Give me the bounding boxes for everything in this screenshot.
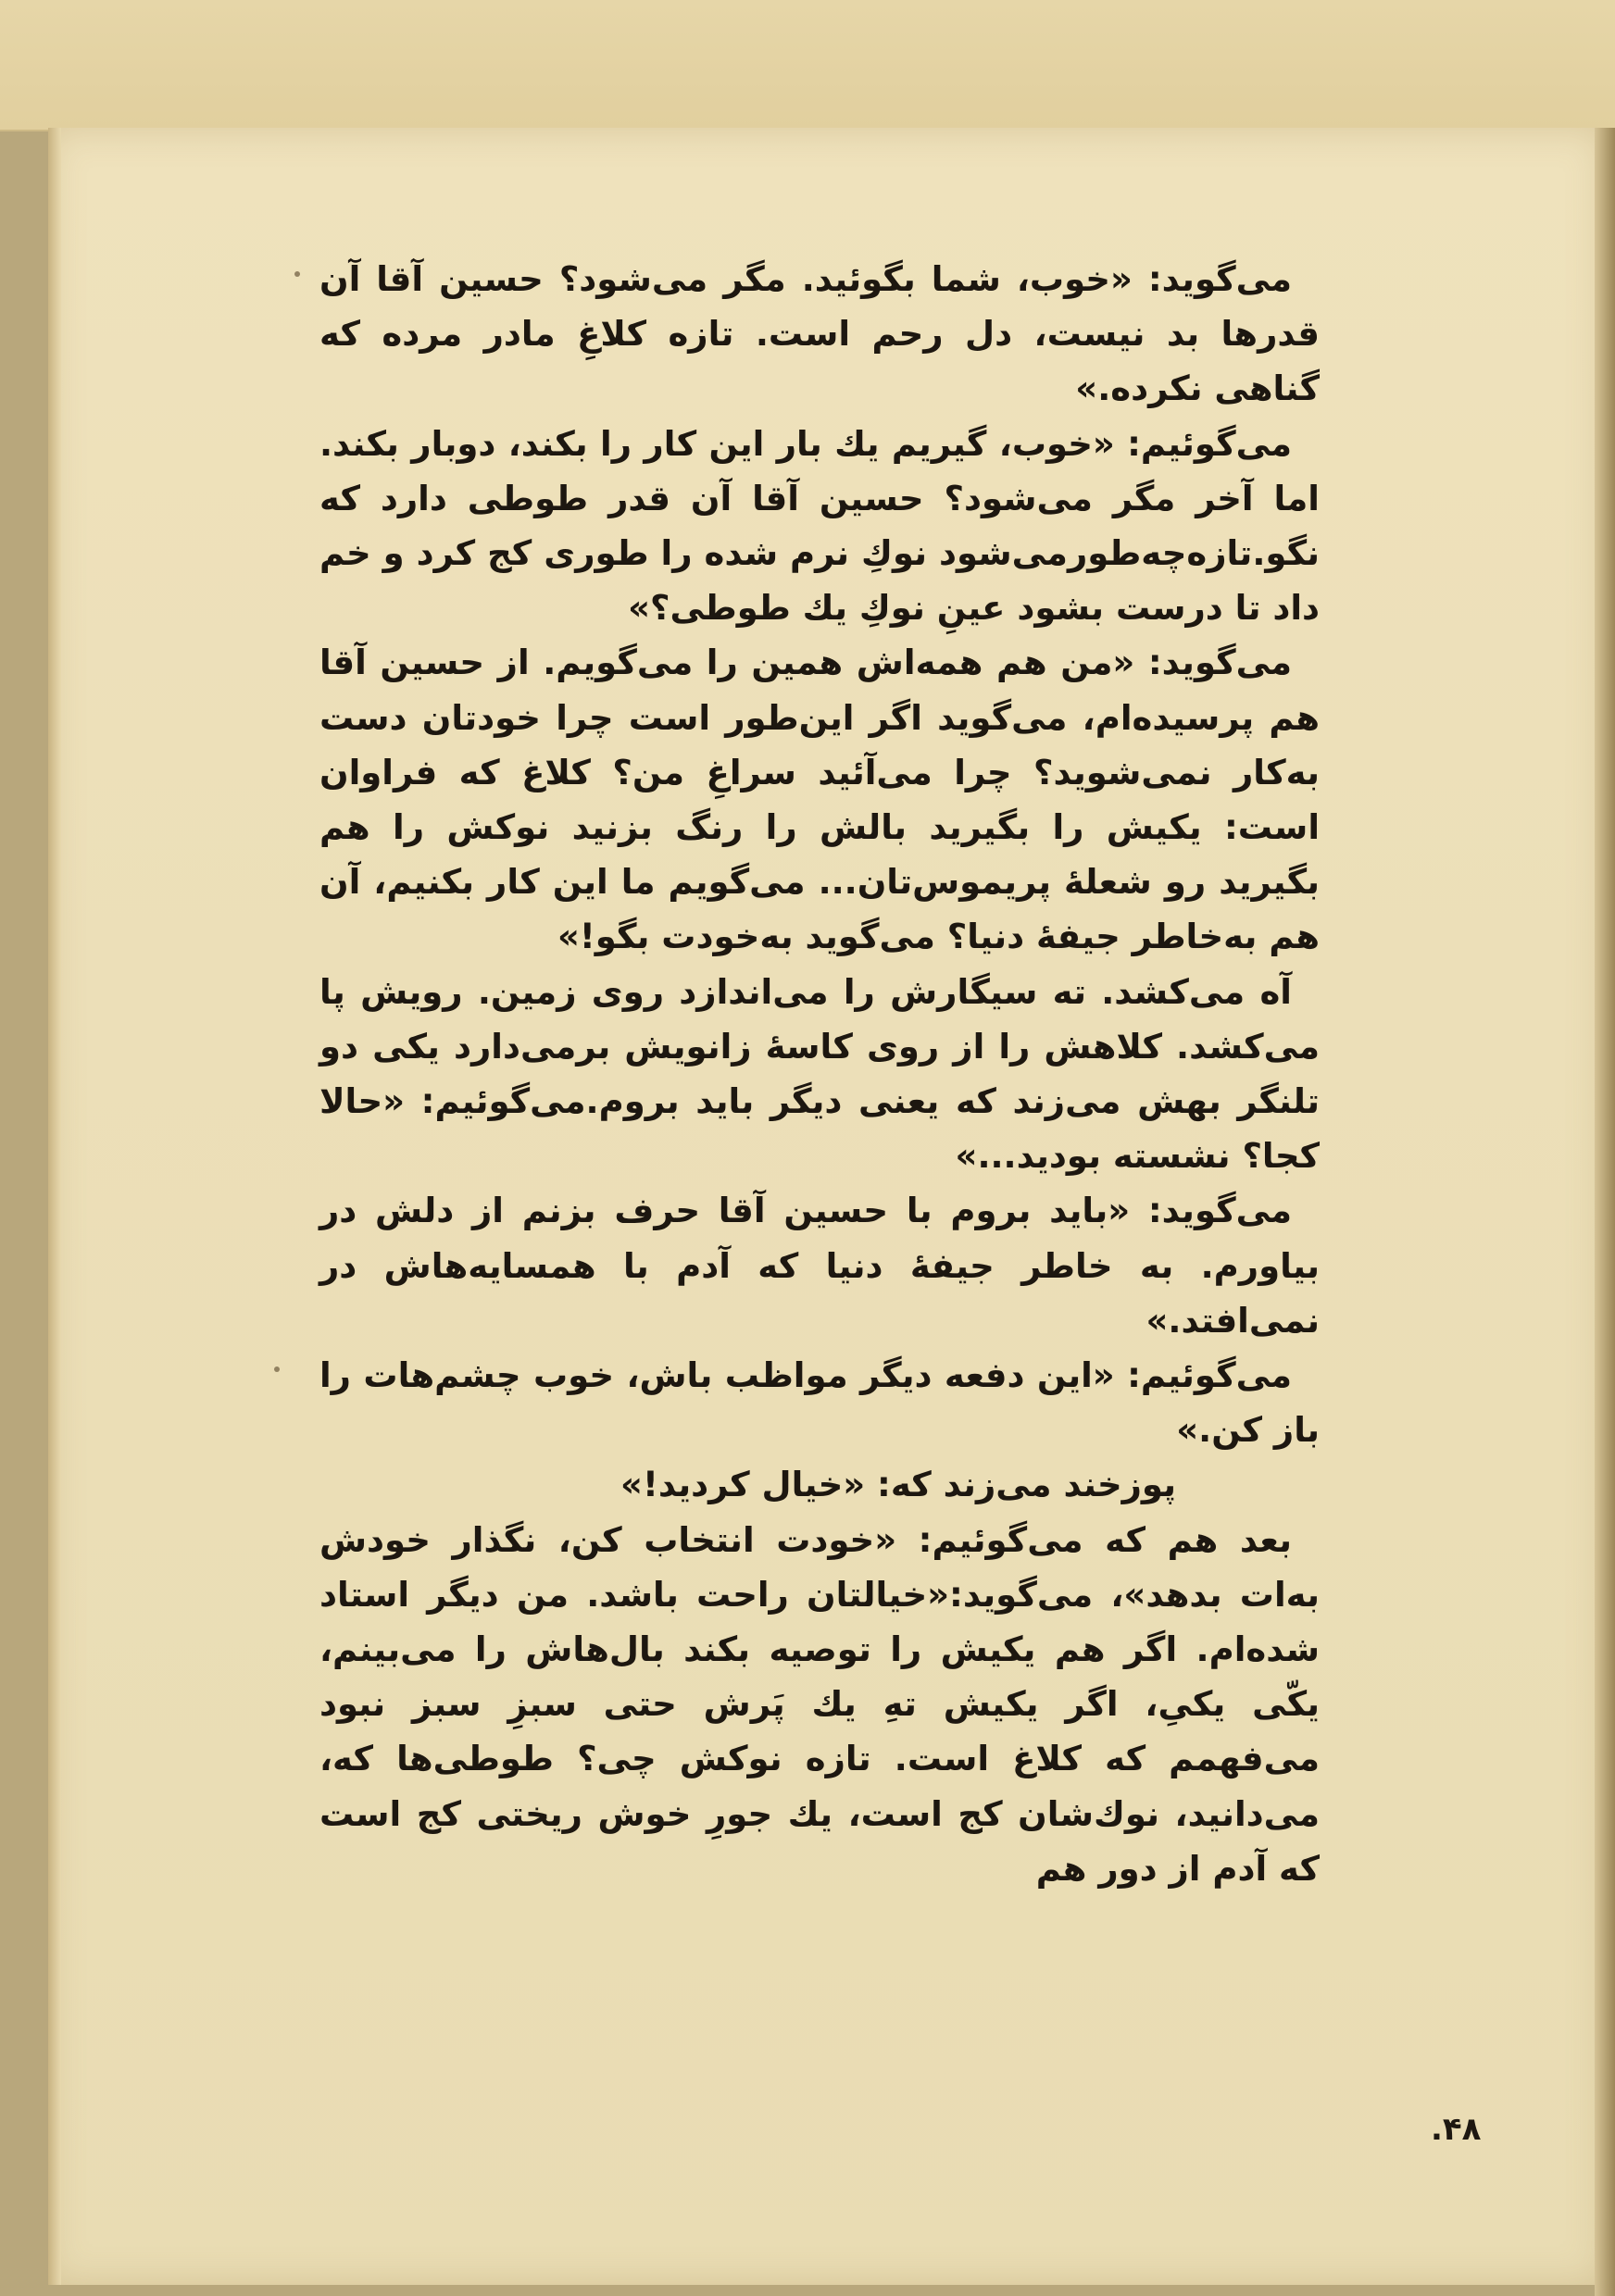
paper-speck	[274, 1366, 280, 1372]
paragraph: می‌گوید: «خوب، شما بگوئید. مگر می‌شود؟ حسین آقا آن قدرها بد نیست، دل رحم است. تازه کلاغِ مادر مرده که گناهی نکرده.»	[319, 259, 1320, 409]
paragraph: می‌گوید: «باید بروم با حسین آقا حرف بزنم از دلش در بیاورم. به خاطر جیفهٔ دنیا که آدم با همسایه‌هاش در نمی‌افتد.»	[319, 1191, 1320, 1341]
paragraph: آه می‌کشد. ته سیگارش را می‌اندازد روی زمین. رویش پا می‌کشد. کلاهش را از روی کاسهٔ زانویش برمی‌دارد یکی دو تلنگر بهش می‌زند که یعنی دیگر باید بروم.می‌گوئیم: «حالا کجا؟ نشسته بودید...»	[319, 971, 1320, 1177]
page-number: ۴۸.	[1431, 2111, 1482, 2148]
paragraph: می‌گوئیم: «این دفعه دیگر مواظب باش، خوب چشم‌هات را باز کن.»	[319, 1355, 1320, 1451]
paragraph: می‌گوئیم: «خوب، گیریم یك بار این کار را بکند، دوبار بکند. اما آخر مگر می‌شود؟ حسین آقا آن قدر طوطی دارد که نگو.تازه‌چه‌طورمی‌شود نوكِ نرم شده را طوری کج کرد و خم داد تا درست بشود عینِ نوكِ یك طوطی؟»	[319, 423, 1320, 629]
paragraph: پوزخند می‌زند که: «خیال کردید!»	[620, 1465, 1176, 1505]
page-left-fold	[48, 128, 61, 2285]
page-right-edge	[1595, 128, 1615, 2296]
paper-speck	[294, 271, 300, 277]
paragraph: بعد هم که می‌گوئیم: «خودت انتخاب کن، نگذار خودش به‌ات بدهد»، می‌گوید:«خیالتان راحت باشد. من دیگر استاد شده‌ام. اگر هم یکیش را توصیه بکند بال‌هاش را می‌بینم، یکّی یکیِ، اگر یکیش تهِ یك پَرش حتی سبزِ سبز نبود می‌فهمم که کلاغ است. تازه نوکش چی؟ طوطی‌ها که، می‌دانید، نوك‌شان کج است، یك جورِ خوش ریختی کج است که آدم از دور هم	[319, 1519, 1320, 1889]
page-top-strip	[0, 0, 1615, 131]
paragraph: می‌گوید: «من هم همه‌اش همین را می‌گویم. از حسین آقا هم پرسیده‌ام، می‌گوید اگر این‌طور است چرا خودتان دست به‌کار نمی‌شوید؟ چرا می‌آئید سراغِ من؟ کلاغ که فراوان است: یکیش را بگیرید بالش را رنگ بزنید نوکش را هم بگیرید رو شعلهٔ پریموس‌تان... می‌گویم ما این کار بکنیم، آن هم به‌خاطر جیفهٔ دنیا؟ می‌گوید به‌خودت بگو!»	[319, 643, 1320, 957]
body-text	[319, 252, 1320, 1896]
